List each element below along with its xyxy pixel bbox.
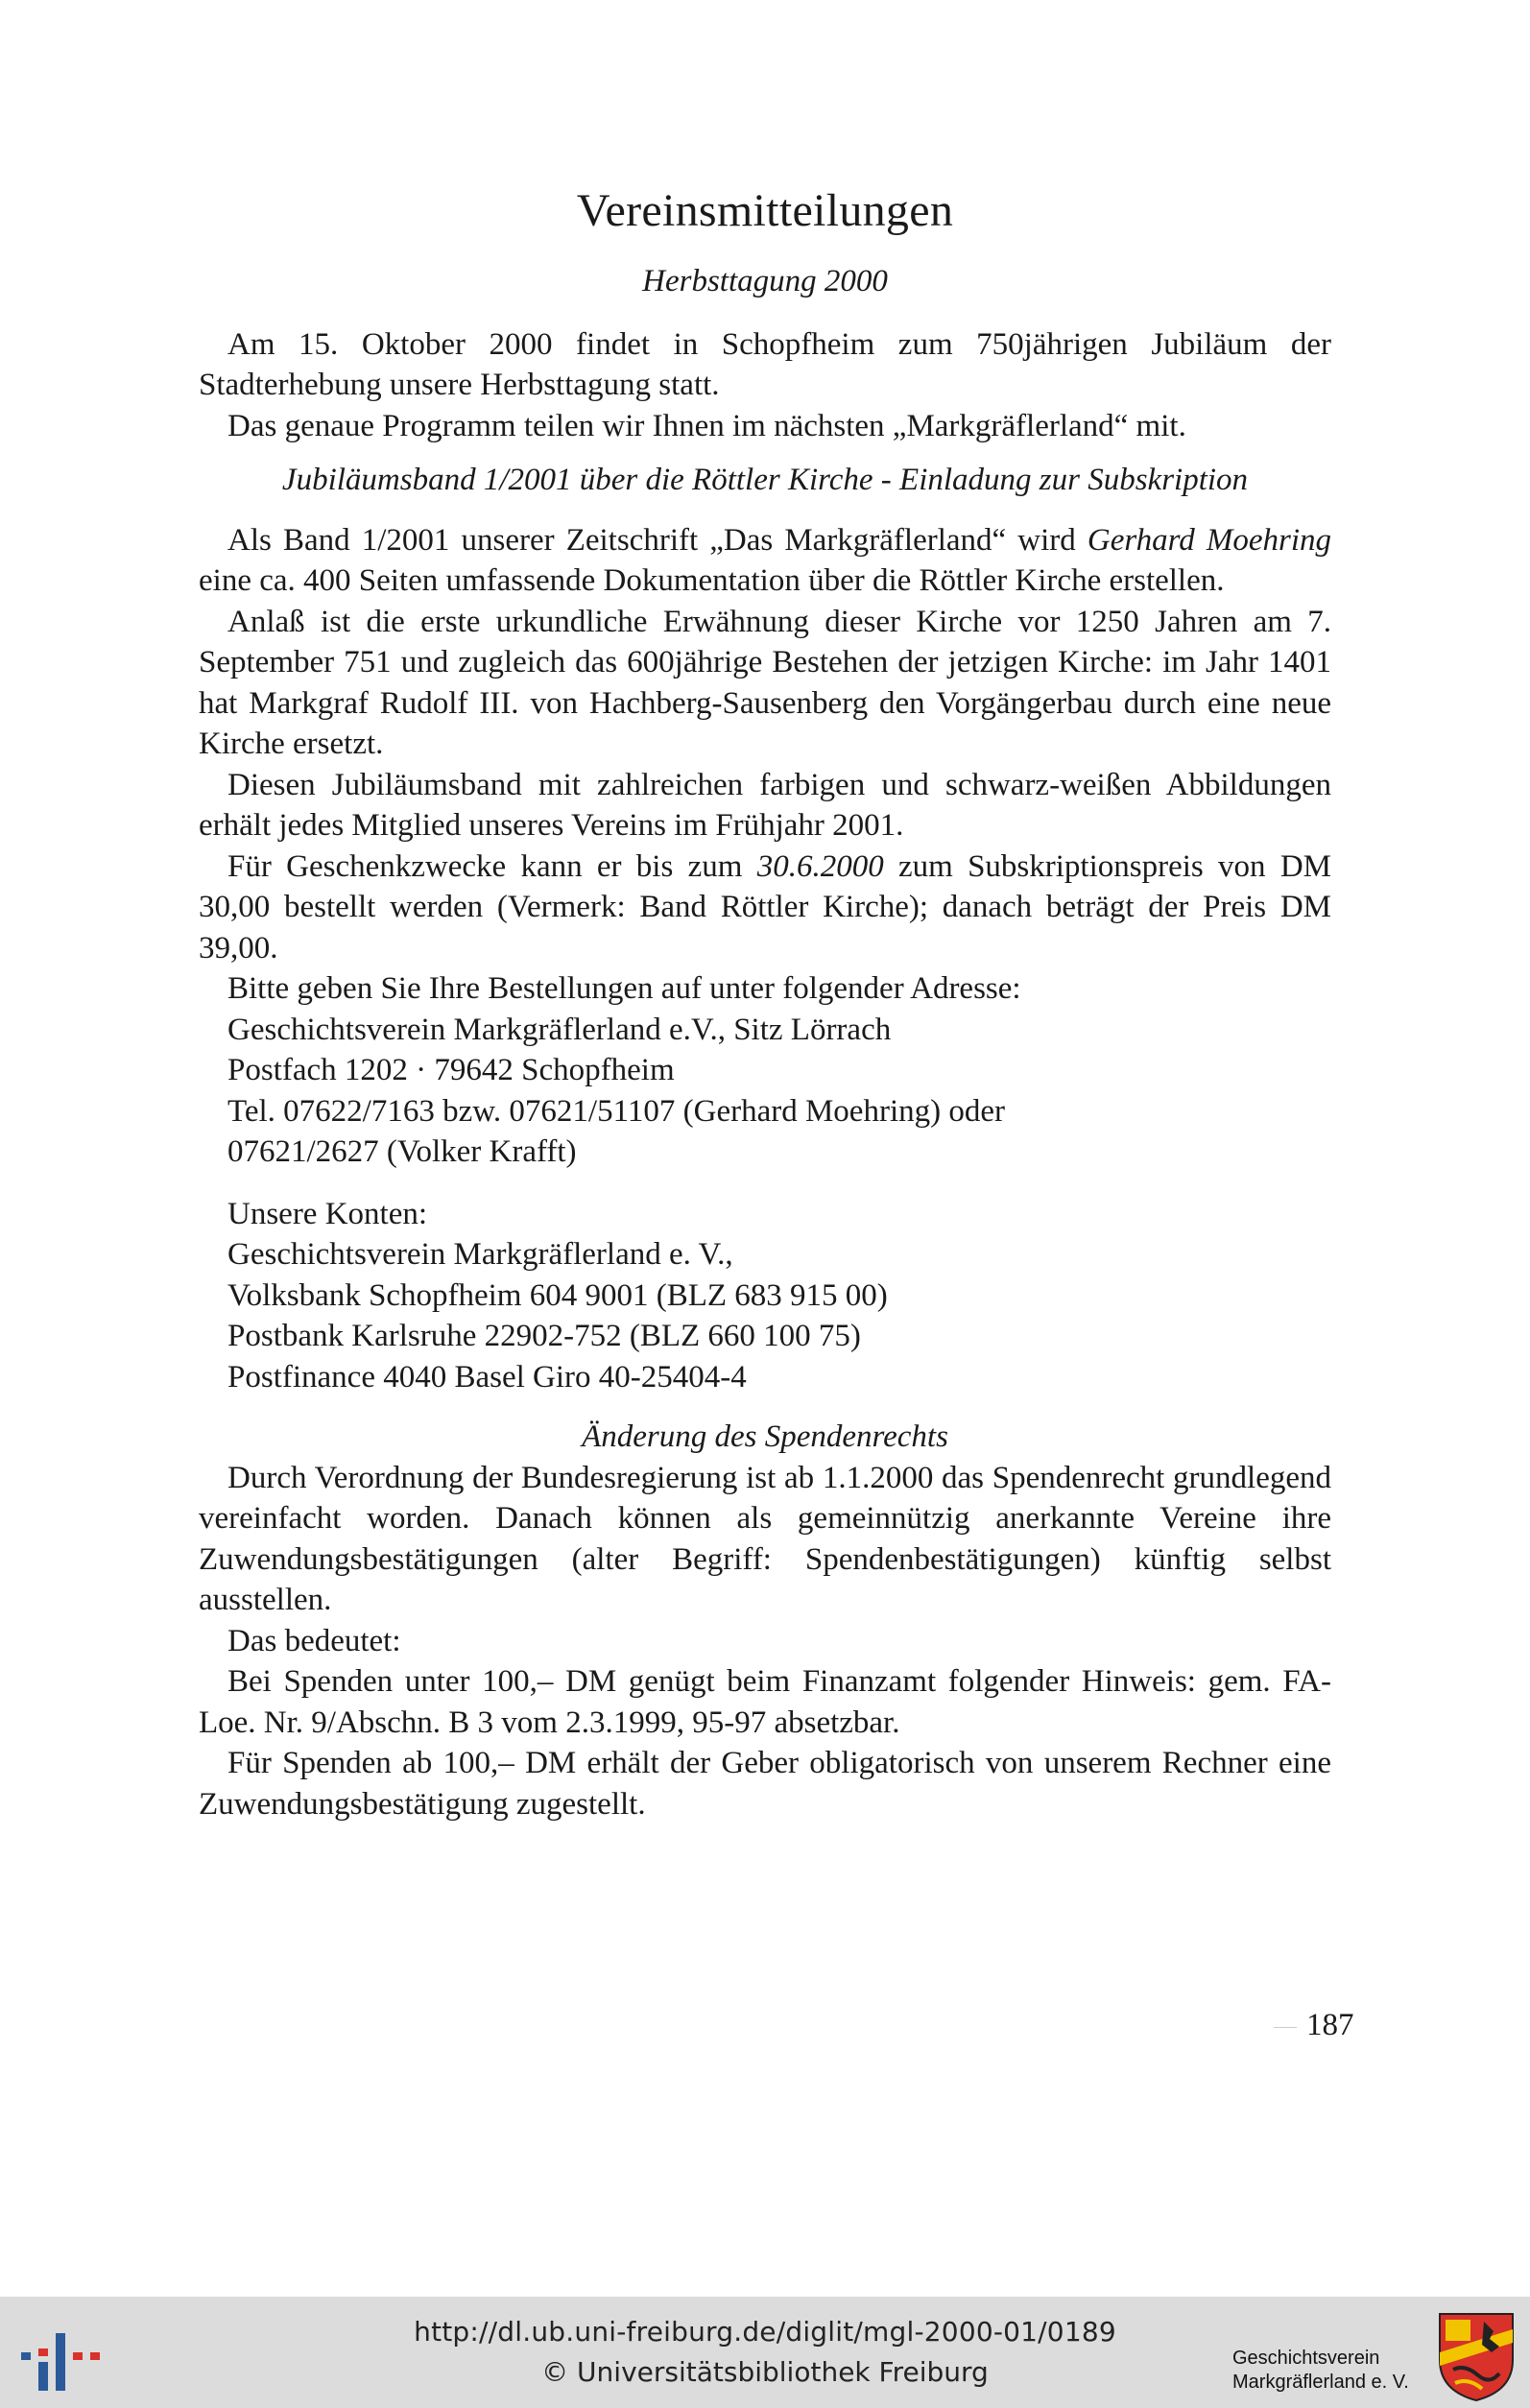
viewer-footer xyxy=(0,2297,1530,2408)
page-title: Vereinsmitteilungen xyxy=(576,185,954,236)
society-crest-icon[interactable] xyxy=(1436,2310,1517,2402)
paragraph: Diesen Jubiläumsband mit zahlreichen farbigen und schwarz-weißen Abbildungen erhält jedes Mitglied unseres Vereins im Frühjahr 2001. xyxy=(199,767,1331,843)
account-line: Geschichtsverein Markgräflerland e. V., xyxy=(227,1237,733,1272)
paragraph: Für Geschenkzwecke kann er bis zum 30.6.2000 zum Subskriptionspreis von DM 30,00 bestellt werden (Vermerk: Band Röttler Kirche); danach beträgt der Preis DM 39,00. xyxy=(199,848,1331,966)
order-address xyxy=(199,968,1331,1173)
account-line: Unsere Konten: xyxy=(227,1196,428,1231)
page-content xyxy=(199,182,1331,1824)
paragraph: Am 15. Oktober 2000 findet in Schopfheim zum 750jährigen Jubiläum der Stadterhebung unsere Herbsttagung statt. xyxy=(199,326,1331,402)
paragraph: Bei Spenden unter 100,– DM genügt beim Finanzamt folgender Hinweis: gem. FA-Loe. Nr. 9/Abschn. B 3 vom 2.3.1999, 95-97 absetzbar. xyxy=(199,1664,1331,1740)
paragraph: Als Band 1/2001 unserer Zeitschrift „Das Markgräflerland“ wird Gerhard Moehring eine ca. 400 Seiten umfassende Dokumentation über die Röttler Kirche erstellen. xyxy=(199,522,1331,598)
permalink-url[interactable]: http://dl.ub.uni-freiburg.de/diglit/mgl-2000-01/0189 xyxy=(414,2316,1116,2348)
paragraph: Das bedeutet: xyxy=(227,1623,401,1658)
section-heading-jubilaeumsband: Jubiläumsband 1/2001 über die Röttler Kirche - Einladung zur Subskription xyxy=(281,463,1249,497)
paragraph: Für Spenden ab 100,– DM erhält der Geber obligatorisch von unserem Rechner eine Zuwendungsbestätigung zugestellt. xyxy=(199,1746,1331,1822)
account-line: Postbank Karlsruhe 22902-752 (BLZ 660 100 75) xyxy=(227,1319,861,1353)
paragraph: Durch Verordnung der Bundesregierung ist ab 1.1.2000 das Spendenrecht grundlegend vereinfacht worden. Danach können als gemeinnützig anerkannte Vereine ihre Zuwendungsbestätigungen (alter Begriff: Spendenbestätigungen) künftig selbst ausstellen. xyxy=(199,1460,1331,1617)
section-heading-herbsttagung: Herbsttagung 2000 xyxy=(642,264,888,298)
copyright-notice: © Universitätsbibliothek Freiburg xyxy=(541,2356,989,2388)
society-name: Geschichtsverein Markgräflerland e. V. xyxy=(1232,2348,1409,2393)
account-line: Volksbank Schopfheim 604 9001 (BLZ 683 915 00) xyxy=(227,1277,888,1313)
subscription-deadline: 30.6.2000 xyxy=(756,848,884,884)
paragraph: Anlaß ist die erste urkundliche Erwähnung dieser Kirche vor 1250 Jahren am 7. September 751 und zugleich das 600jährige Bestehen der jetzigen Kirche: im Jahr 1401 hat Markgraf Rudolf III. von Hachberg-Sausenberg den Vorgängerbau durch eine neue Kirche ersetzt. xyxy=(199,604,1331,761)
paragraph: Das genaue Programm teilen wir Ihnen im nächsten „Markgräflerland“ mit. xyxy=(227,408,1186,443)
author-name: Gerhard Moehring xyxy=(1087,522,1331,558)
section-heading-spendenrecht: Änderung des Spendenrechts xyxy=(582,1419,948,1454)
account-line: Postfinance 4040 Basel Giro 40-25404-4 xyxy=(227,1359,747,1395)
address-line: Geschichtsverein Markgräflerland e.V., Sitz Lörrach xyxy=(227,1012,892,1047)
bank-accounts xyxy=(199,1194,1331,1398)
page-number: 187 xyxy=(1274,2008,1354,2043)
address-line: Bitte geben Sie Ihre Bestellungen auf unter folgender Adresse: xyxy=(227,971,1021,1006)
address-line: Tel. 07622/7163 bzw. 07621/51107 (Gerhard Moehring) oder xyxy=(227,1093,1005,1129)
address-line: Postfach 1202 · 79642 Schopfheim xyxy=(227,1053,675,1087)
address-line: 07621/2627 (Volker Krafft) xyxy=(227,1134,577,1169)
